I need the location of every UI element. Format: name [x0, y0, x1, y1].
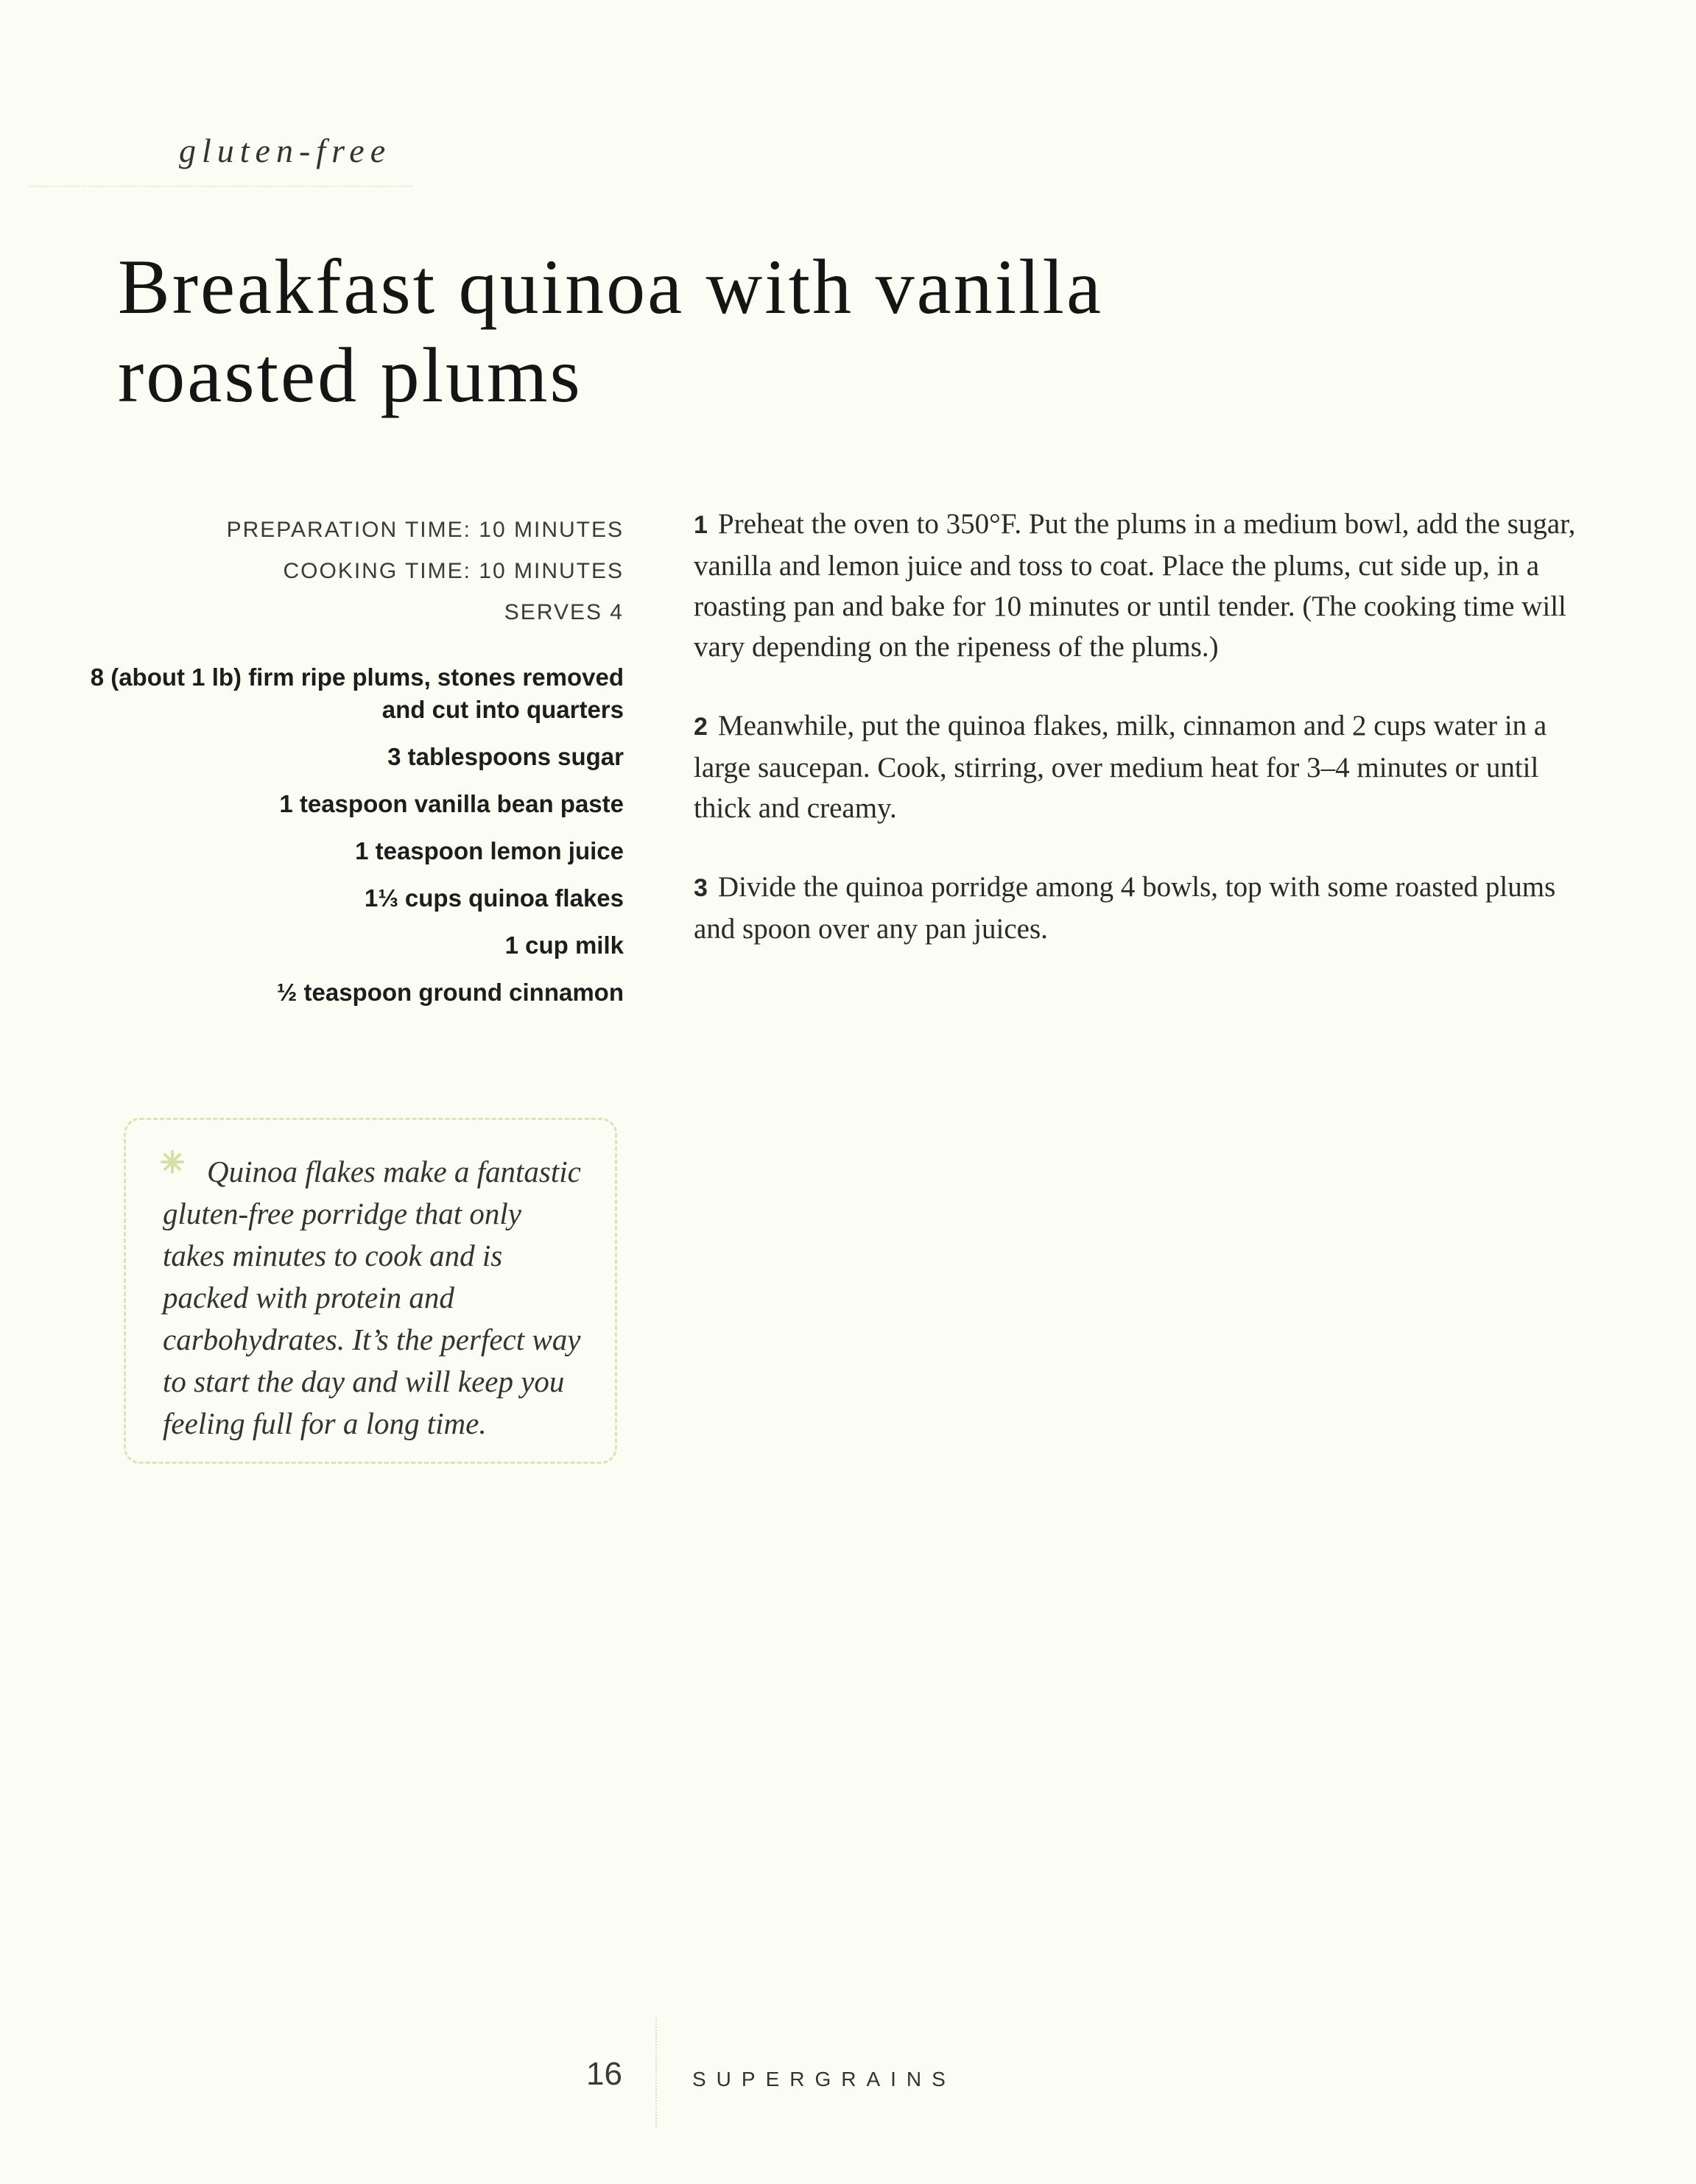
- step-text: Preheat the oven to 350°F. Put the plums in a medium bowl, add the sugar, vanilla and lemon juice and toss to coat. Place the plums, cut side up, in a roasting pan and bake for 10 minutes or until tender. (The cooking time will vary depending on the ripeness of the plums.): [694, 508, 1576, 663]
- step-text: Divide the quinoa porridge among 4 bowls, top with some roasted plums and spoon over any pan juices.: [694, 871, 1556, 945]
- ingredient-item: ½ teaspoon ground cinnamon: [276, 979, 624, 1006]
- method-step: [694, 867, 1600, 949]
- preparation-time: PREPARATION TIME: 10 MINUTES: [226, 518, 624, 542]
- step-number: 3: [694, 874, 708, 902]
- step-text: Meanwhile, put the quinoa flakes, milk, cinnamon and 2 cups water in a large saucepan. Cook, stirring, over medium heat for 3–4 minutes or until thick and creamy.: [694, 710, 1547, 824]
- step-number: 2: [694, 713, 708, 741]
- ingredient-list: [64, 661, 624, 1024]
- ingredient-item: 1 teaspoon lemon juice: [355, 837, 624, 864]
- recipe-meta: [227, 510, 624, 633]
- category-label: gluten-free: [179, 132, 392, 169]
- ingredient-item: 3 tablespoons sugar: [387, 743, 624, 770]
- title-line-1: Breakfast quinoa with vanilla: [118, 244, 1104, 330]
- cooking-time: COOKING TIME: 10 MINUTES: [283, 559, 624, 583]
- method-step: [694, 504, 1600, 667]
- page-number: 16: [586, 2056, 622, 2092]
- ingredient-item: 1⅓ cups quinoa flakes: [364, 884, 624, 912]
- ingredient-item: 1 teaspoon vanilla bean paste: [279, 790, 624, 817]
- recipe-title: [118, 243, 1296, 420]
- footer-divider: [655, 2018, 657, 2128]
- sparkle-icon: [160, 1149, 185, 1174]
- section-name: SUPERGRAINS: [692, 2068, 956, 2090]
- ingredient-item: 1 cup milk: [504, 931, 624, 959]
- ingredient-item: 8 (about 1 lb) firm ripe plums, stones removed and cut into quarters: [90, 663, 624, 723]
- step-number: 1: [694, 511, 708, 539]
- method-step: [694, 705, 1600, 828]
- title-line-2: roasted plums: [118, 332, 583, 418]
- method-steps: [694, 504, 1600, 987]
- tip-text: Quinoa flakes make a fantastic gluten-free porridge that only takes minutes to cook and is packed with protein and carbohydrates. It’s the perfect way to start the day and will keep you feeling full for a long time.: [163, 1155, 581, 1440]
- tip-box: [124, 1118, 617, 1464]
- category-divider: [29, 186, 412, 187]
- serves: SERVES 4: [504, 600, 624, 624]
